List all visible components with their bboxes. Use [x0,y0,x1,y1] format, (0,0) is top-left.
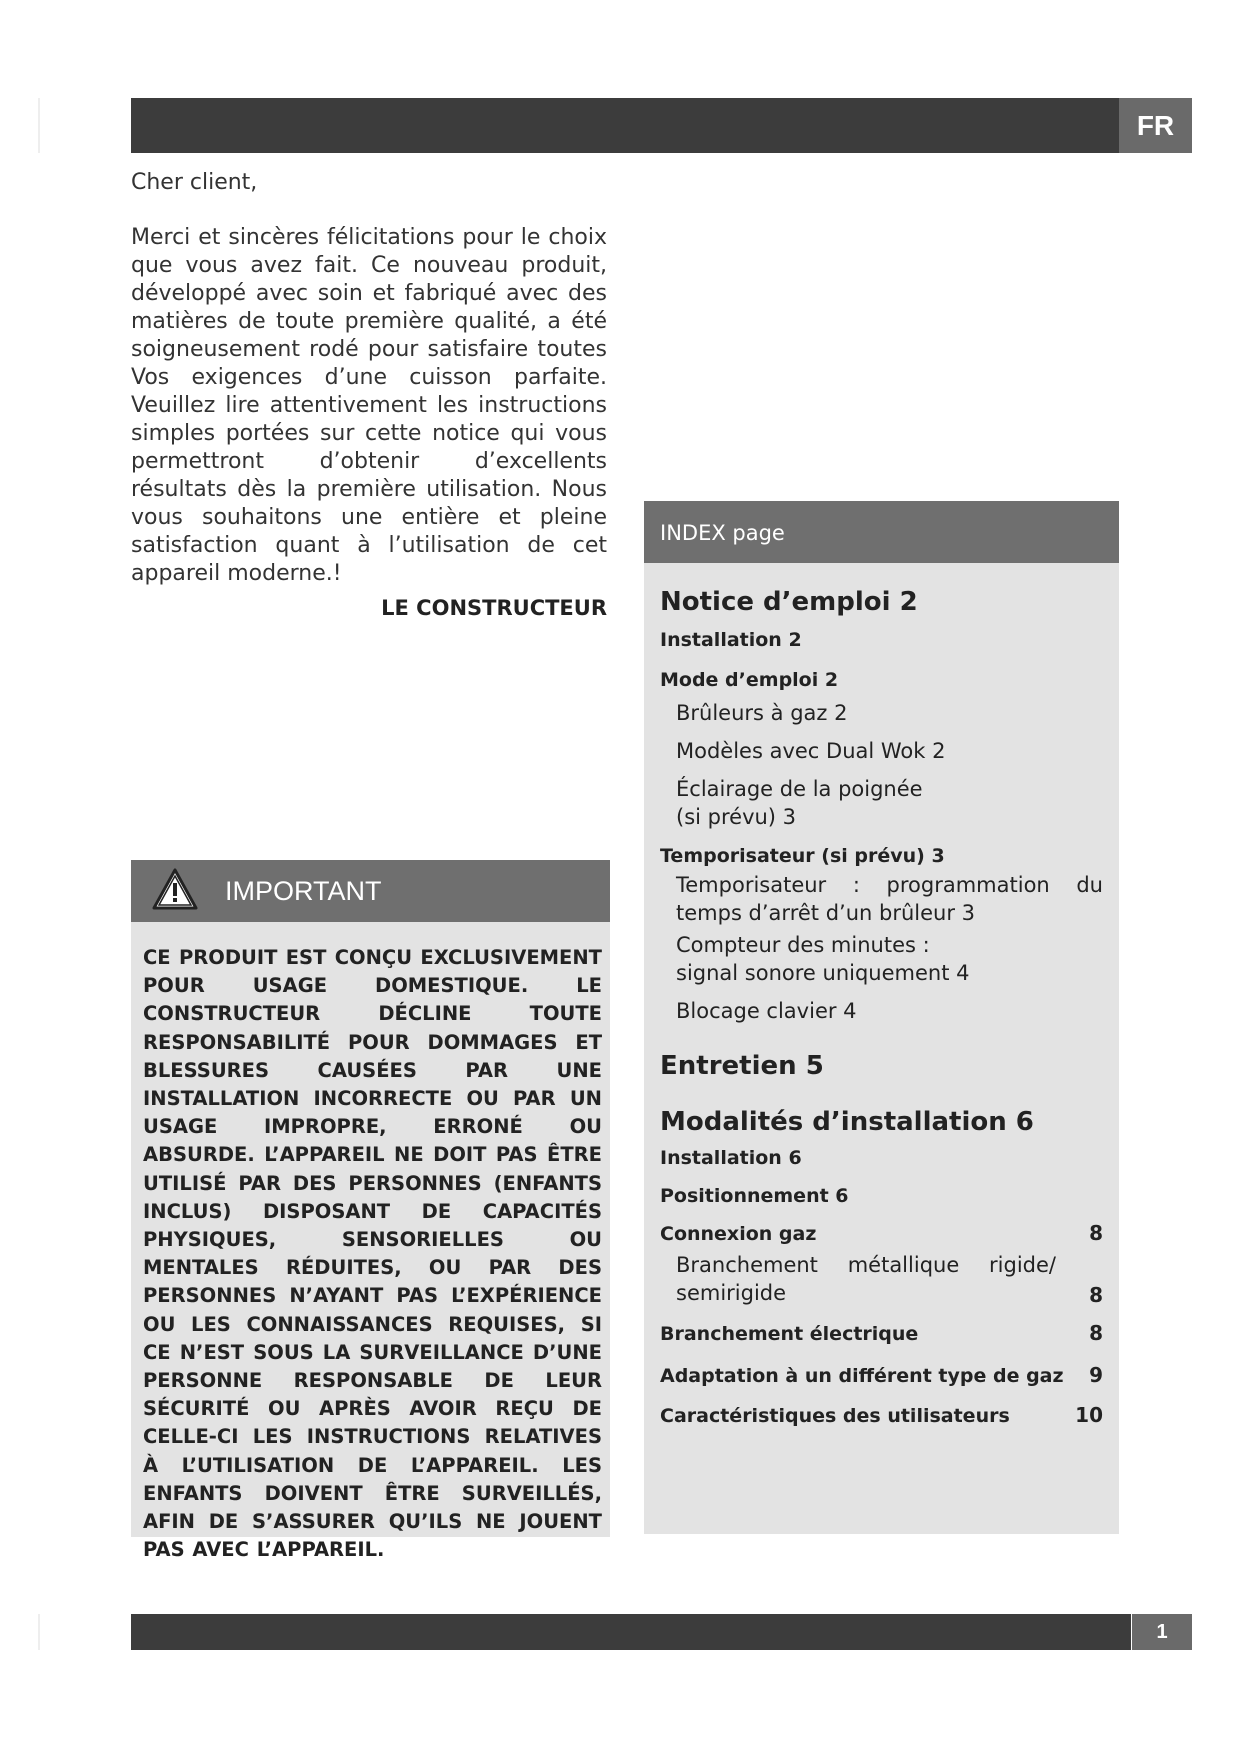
index-item-blocage: Blocage clavier 4 [676,999,857,1023]
index-page-caracteristiques: 10 [1075,1403,1103,1427]
index-item-dual-wok: Modèles avec Dual Wok 2 [676,739,946,763]
index-item-connexion: Connexion gaz [660,1223,817,1245]
footer-bar [131,1614,1131,1650]
index-item-temporisateur: Temporisateur (si prévu) 3 [660,845,945,867]
letter-body: Merci et sincères félicitations pour le choix que vous avez fait. Ce nouveau produit, développé avec soin et fabriqué avec des matières de toute première qualité, a été soigneusement rodé pour satisfaire toutes Vos exigences d’une cuisson parfaite. Veuillez lire attentivement les instructions simples portées sur cette notice qui vous permettront d’obtenir d’excellents résultats dès la première utilisation. Nous vous souhaitons une entière et pleine satisfaction quant à l’utilisation de cet appareil moderne.! [131,225,607,586]
index-page-branchement-metal: 8 [1089,1283,1103,1307]
index-row-branchement-metal [660,1251,1103,1307]
index-item-caracteristiques: Caractéristiques des utilisateurs [660,1405,1010,1427]
index-item-branchement-elec: Branchement électrique [660,1323,919,1345]
index-item-eclairage-line2: (si prévu) 3 [676,805,797,829]
letter-greeting: Cher client, [131,170,258,195]
index-page-connexion: 8 [1089,1221,1103,1245]
index-row-adaptation [660,1363,1103,1387]
index-page-adaptation: 9 [1089,1363,1103,1387]
letter-signature: LE CONSTRUCTEUR [381,596,607,620]
index-title: INDEX page [644,501,1119,563]
index-row-branchement-elec [660,1321,1103,1345]
index-item-compteur [660,931,1103,987]
index-item-mode: Mode d’emploi 2 [660,669,839,691]
index-list [644,587,1119,1427]
page-number: 1 [1132,1614,1192,1650]
important-header [131,860,610,922]
index-item-branchement-metal: Branchement métallique rigide/ semirigide [676,1253,1056,1305]
index-box [644,501,1119,1534]
index-item-compteur-line1: Compteur des minutes : [676,933,930,957]
index-row-caracteristiques [660,1403,1103,1427]
warning-triangle-icon [151,867,199,915]
index-item-eclairage-line1: Éclairage de la poignée [676,777,923,801]
index-item-temp-prog: Temporisateur : programmation du temps d’arrêt d’un brûleur 3 [676,873,1103,925]
index-item-eclairage [660,775,1103,831]
page-edge-mark [38,98,40,153]
index-item-notice: Notice d’emploi 2 [660,587,918,617]
index-page-branchement-elec: 8 [1089,1321,1103,1345]
index-item-modalites: Modalités d’installation 6 [660,1107,1034,1137]
index-item-install6: Installation 6 [660,1147,802,1169]
index-item-bruleurs: Brûleurs à gaz 2 [676,701,848,725]
index-item-adaptation: Adaptation à un différent type de gaz [660,1365,1064,1387]
important-title: IMPORTANT [225,875,382,906]
language-badge: FR [1119,98,1192,153]
index-item-compteur-line2: signal sonore uniquement 4 [676,961,970,985]
index-item-entretien: Entretien 5 [660,1051,824,1081]
header-bar [131,98,1131,153]
index-item-positionnement: Positionnement 6 [660,1185,849,1207]
important-text: CE PRODUIT EST CONÇU EXCLUSIVEMENT POUR USAGE DOMESTIQUE. LE CONSTRUCTEUR DÉCLINE TOUTE RESPONSABILITÉ POUR DOMMAGES ET BLESSURES CAUSÉES PAR UNE INSTALLATION INCORRECTE OU PAR UN USAGE IMPROPRE, ERRONÉ OU ABSURDE. L’APPAREIL NE DOIT PAS ÊTRE UTILISÉ PAR DES PERSONNES (ENFANTS INCLUS) DISPOSANT DE CAPACITÉS PHYSIQUES, SENSORIELLES OU MENTALES RÉDUITES, OU PAR DES PERSONNES N’AYANT PAS L’EXPÉRIENCE OU LES CONNAISSANCES REQUISES, SI CE N’EST SOUS LA SURVEILLANCE D’UNE PERSONNE RESPONSABLE DE LEUR SÉCURITÉ OU APRÈS AVOIR REÇU DE CELLE-CI LES INSTRUCTIONS RELATIVES À L’UTILISATION DE L’APPAREIL. LES ENFANTS DOIVENT ÊTRE SURVEILLÉS, AFIN DE S’ASSURER QU’ILS NE JOUENT PAS AVEC L’APPAREIL. [143,946,602,1562]
page-edge-mark [38,1614,40,1650]
important-box [131,860,610,1562]
index-row-connexion [660,1221,1103,1245]
index-item-installation: Installation 2 [660,629,802,651]
